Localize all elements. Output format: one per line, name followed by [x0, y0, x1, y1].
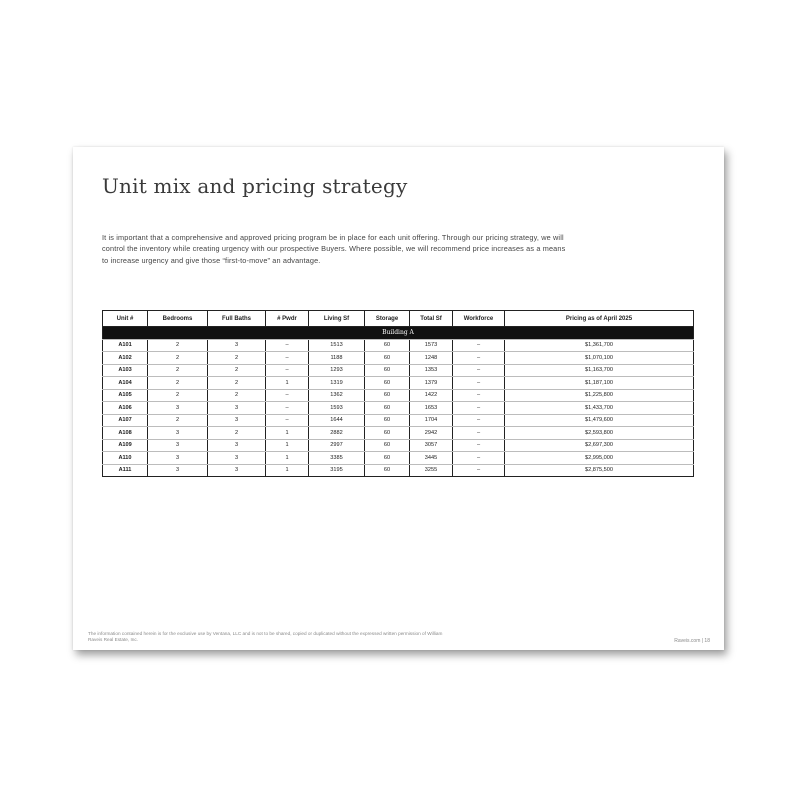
table-cell: 60: [365, 414, 410, 427]
table-header-row: [103, 311, 694, 327]
table-cell: –: [453, 339, 505, 352]
table-cell: –: [266, 364, 309, 377]
table-row: [103, 389, 694, 402]
table-row: [103, 439, 694, 452]
table-row: [103, 464, 694, 477]
table-cell: 60: [365, 402, 410, 415]
column-header: Full Baths: [208, 311, 266, 327]
table-cell: 2: [208, 364, 266, 377]
table-row: [103, 452, 694, 465]
table-cell: 1: [266, 439, 309, 452]
table-cell: 2: [208, 352, 266, 365]
table-cell: –: [453, 464, 505, 477]
table-cell: 1188: [309, 352, 365, 365]
table-cell: 60: [365, 352, 410, 365]
unit-number-cell: A102: [103, 352, 148, 365]
table-cell: $2,593,800: [505, 427, 694, 440]
column-header: Bedrooms: [148, 311, 208, 327]
unit-pricing-table: [102, 310, 694, 477]
table-cell: 3: [148, 402, 208, 415]
table-cell: 2: [208, 427, 266, 440]
unit-number-cell: A109: [103, 439, 148, 452]
table-cell: $2,875,500: [505, 464, 694, 477]
table-cell: 2: [208, 389, 266, 402]
table-cell: 1653: [410, 402, 453, 415]
unit-number-cell: A108: [103, 427, 148, 440]
table-cell: –: [453, 414, 505, 427]
column-header: # Pwdr: [266, 311, 309, 327]
unit-number-cell: A101: [103, 339, 148, 352]
page-title: Unit mix and pricing strategy: [102, 174, 408, 198]
table-cell: 1248: [410, 352, 453, 365]
table-cell: 2: [148, 414, 208, 427]
unit-number-cell: A104: [103, 377, 148, 390]
table-cell: 3: [148, 427, 208, 440]
table-cell: $2,995,000: [505, 452, 694, 465]
column-header: Living Sf: [309, 311, 365, 327]
document-page: [73, 147, 724, 650]
table-cell: 3: [208, 464, 266, 477]
column-header: Unit #: [103, 311, 148, 327]
table-cell: 1422: [410, 389, 453, 402]
table-cell: 2882: [309, 427, 365, 440]
column-header: Workforce: [453, 311, 505, 327]
table-cell: 2: [148, 339, 208, 352]
table-row: [103, 339, 694, 352]
table-cell: 1513: [309, 339, 365, 352]
table-cell: 2: [148, 352, 208, 365]
confidentiality-note: The information contained herein is for the exclusive use by Ventana, LLC and is not to be shared, copied or duplicated without the expressed written permission of William Raveis Real Estate, Inc.: [88, 631, 443, 642]
table-cell: 60: [365, 452, 410, 465]
table-cell: –: [266, 352, 309, 365]
table-cell: 3: [208, 339, 266, 352]
table-cell: –: [266, 414, 309, 427]
table-cell: 3: [148, 464, 208, 477]
table-cell: 3445: [410, 452, 453, 465]
table-cell: 1293: [309, 364, 365, 377]
table-cell: 3: [148, 439, 208, 452]
table-cell: 1573: [410, 339, 453, 352]
table-cell: 60: [365, 427, 410, 440]
table-cell: 60: [365, 364, 410, 377]
table-cell: $1,163,700: [505, 364, 694, 377]
table-cell: 1644: [309, 414, 365, 427]
table-cell: 1: [266, 377, 309, 390]
table-cell: 3: [208, 402, 266, 415]
table-cell: 1362: [309, 389, 365, 402]
table-cell: 1353: [410, 364, 453, 377]
column-header: Total Sf: [410, 311, 453, 327]
table-cell: –: [453, 439, 505, 452]
table-cell: 1: [266, 464, 309, 477]
unit-number-cell: A111: [103, 464, 148, 477]
table-cell: –: [453, 427, 505, 440]
unit-number-cell: A107: [103, 414, 148, 427]
table-cell: $1,361,700: [505, 339, 694, 352]
table-cell: $2,697,300: [505, 439, 694, 452]
table-cell: 3: [148, 452, 208, 465]
table-cell: $1,433,700: [505, 402, 694, 415]
unit-number-cell: A110: [103, 452, 148, 465]
table-cell: 60: [365, 377, 410, 390]
table-row: [103, 377, 694, 390]
table-cell: $1,225,800: [505, 389, 694, 402]
table-cell: 2: [148, 389, 208, 402]
table-cell: 1319: [309, 377, 365, 390]
table-cell: 3255: [410, 464, 453, 477]
unit-number-cell: A103: [103, 364, 148, 377]
table-cell: –: [453, 364, 505, 377]
table-cell: 2942: [410, 427, 453, 440]
table-cell: –: [453, 377, 505, 390]
table-cell: –: [266, 402, 309, 415]
building-section-row: [103, 327, 694, 340]
table-cell: 1704: [410, 414, 453, 427]
unit-number-cell: A106: [103, 402, 148, 415]
table-cell: $1,187,100: [505, 377, 694, 390]
table-row: [103, 414, 694, 427]
table-cell: –: [453, 402, 505, 415]
table-cell: 60: [365, 389, 410, 402]
intro-paragraph: It is important that a comprehensive and approved pricing program be in place for each unit offering. Through our pricing strategy, we will control the inventory while creating urgency with our prospective Buyers. Where possible, we will recommend price increases as a means to increase urgency and give those “first-to-move” an advantage.: [102, 233, 566, 265]
table-cell: 60: [365, 439, 410, 452]
table-cell: 2: [148, 364, 208, 377]
table-cell: –: [453, 389, 505, 402]
table-cell: 1: [266, 452, 309, 465]
table-cell: –: [266, 339, 309, 352]
table-cell: 60: [365, 464, 410, 477]
table-cell: 60: [365, 339, 410, 352]
unit-number-cell: A105: [103, 389, 148, 402]
table-cell: 2997: [309, 439, 365, 452]
table-row: [103, 352, 694, 365]
table-cell: 3057: [410, 439, 453, 452]
table-cell: 3: [208, 452, 266, 465]
table-cell: $1,070,100: [505, 352, 694, 365]
table-row: [103, 364, 694, 377]
page-footer-ref: Raveis.com | 18: [674, 638, 710, 644]
table-cell: 3385: [309, 452, 365, 465]
building-label: Building A: [103, 327, 694, 340]
table-cell: –: [266, 389, 309, 402]
table-cell: 1: [266, 427, 309, 440]
table-cell: $1,479,600: [505, 414, 694, 427]
table-row: [103, 427, 694, 440]
column-header: Pricing as of April 2025: [505, 311, 694, 327]
table-cell: 2: [148, 377, 208, 390]
table-cell: –: [453, 352, 505, 365]
table-cell: 1379: [410, 377, 453, 390]
table-cell: –: [453, 452, 505, 465]
table-cell: 2: [208, 377, 266, 390]
table-cell: 3: [208, 439, 266, 452]
column-header: Storage: [365, 311, 410, 327]
table-cell: 3: [208, 414, 266, 427]
table-cell: 1593: [309, 402, 365, 415]
table-cell: 3195: [309, 464, 365, 477]
table-row: [103, 402, 694, 415]
